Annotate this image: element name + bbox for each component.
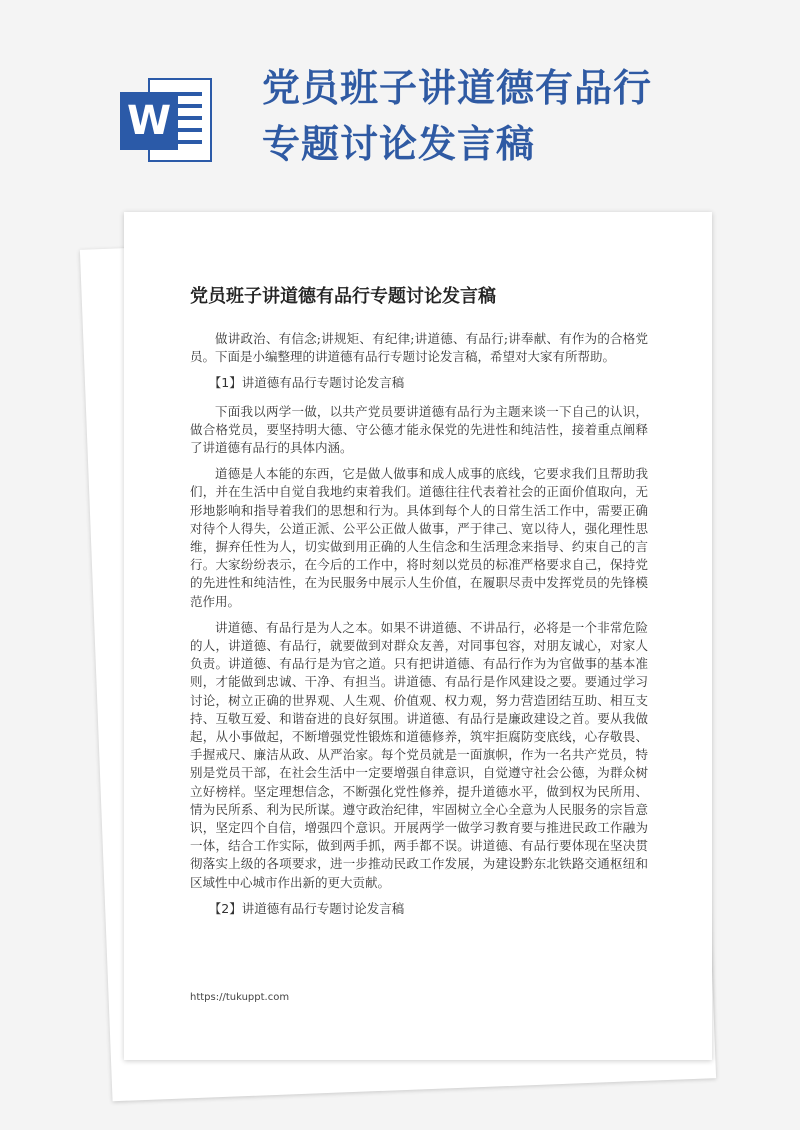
section-heading-2	[190, 900, 648, 918]
footer-url: https://tukuppt.com	[190, 992, 290, 1003]
document-title: 党员班子讲道德有品行专题讨论发言稿	[190, 286, 496, 307]
section-number-1: 【1】	[208, 375, 242, 391]
word-document-icon	[120, 72, 220, 168]
section-heading-1	[190, 374, 648, 392]
word-letter-badge: W	[120, 92, 178, 150]
section-label-2: 讲道德有品行专题讨论发言稿	[241, 900, 405, 916]
paragraph-2: 道德是人本能的东西，它是做人做事和成人成事的底线，它要求我们且帮助我们，并在生活中自觉自我地约束着我们。道德往往代表着社会的正面价值取向，无形地影响和指导着我们的思想和行为。具体到每个人的日常生活工作中，需要正确对待个人得失，公道正派、公平公正做人做事，严于律己、宽以待人，强化理性思维，摒弃任性为人，切实做到用正确的人生信念和生活理念来指导、约束自己的言行。大家纷纷表示，在今后的工作中，将时刻以党员的标准严格要求自己，保持党的先进性和纯洁性，在为民服务中展示人生价值，在履职尽责中发挥党员的先锋模范作用。	[190, 466, 648, 609]
main-title	[262, 60, 782, 172]
intro-paragraph: 做讲政治、有信念;讲规矩、有纪律;讲道德、有品行;讲奉献、有作为的合格党员。下面是小编整理的讲道德有品行专题讨论发言稿，希望对大家有所帮助。	[190, 331, 648, 365]
section-label-1: 讲道德有品行专题讨论发言稿	[241, 375, 405, 391]
document-page	[124, 212, 712, 1060]
section-number-2: 【2】	[208, 900, 242, 916]
main-title-line-2: 专题讨论发言稿	[262, 122, 536, 166]
paragraph-3: 讲道德、有品行是为人之本。如果不讲道德、不讲品行，必将是一个非常危险的人，讲道德、有品行，就要做到对群众友善，对同事包容，对朋友诚心，对家人负责。讲道德、有品行是为官之道。只有把讲道德、有品行作为为官做事的基本准则，才能做到忠诚、干净、有担当。讲道德、有品行是作风建设之要。要通过学习讨论，树立正确的世界观、人生观、价值观、权力观，努力营造团结互助、相互支持、互敬互爱、和谐奋进的良好氛围。讲道德、有品行是廉政建设之首。要从我做起，从小事做起，不断增强党性锻炼和道德修养，筑牢拒腐防变底线，心存敬畏、手握戒尺、廉洁从政、从严治家。每个党员就是一面旗帜，作为一名共产党员，特别是党员干部，在社会生活中一定要增强自律意识，自觉遵守社会公德，为群众树立好榜样。坚定理想信念，不断强化党性修养，提升道德水平，做到权为民所用、情为民所系、利为民所谋。遵守政治纪律，牢固树立全心全意为人民服务的宗旨意识，坚定四个自信，增强四个意识。开展两学一做学习教育要与推进民政工作融为一体，结合工作实际，做到两手抓，两手都不误。讲道德、有品行要体现在坚决贯彻落实上级的各项要求，进一步推动民政工作发展，为建设黔东北铁路交通枢纽和区域性中心城市作出新的更大贡献。	[190, 619, 648, 890]
paragraph-1: 下面我以两学一做，以共产党员要讲道德有品行为主题来谈一下自己的认识，做合格党员，要坚持明大德、守公德才能永保党的先进性和纯洁性，接着重点阐释了讲道德有品行的具体内涵。	[190, 403, 648, 456]
main-title-line-1: 党员班子讲道德有品行	[262, 66, 653, 110]
document-body	[190, 330, 648, 928]
header	[0, 0, 800, 210]
